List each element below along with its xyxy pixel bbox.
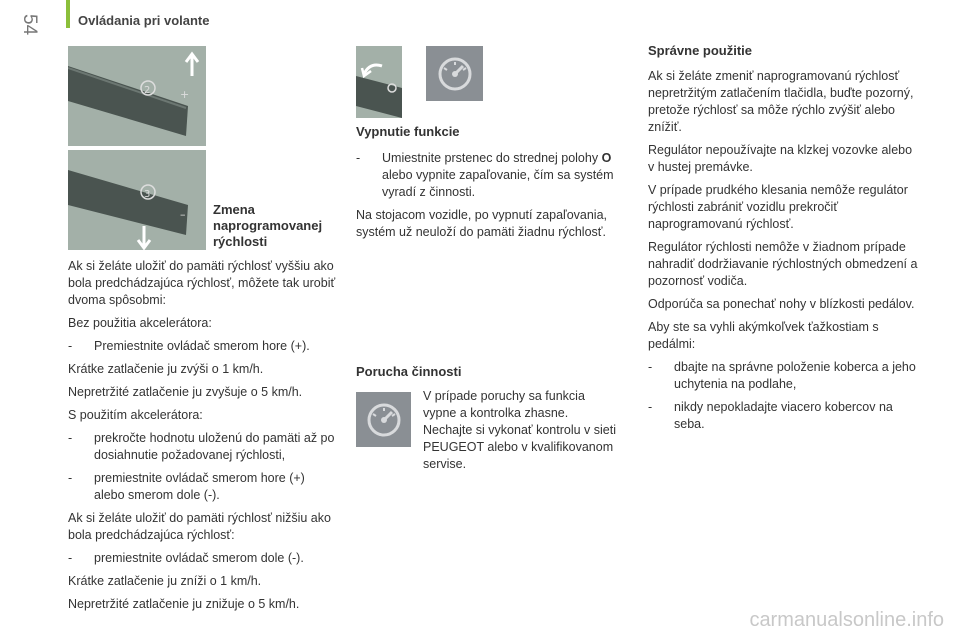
paragraph: Nepretržité zatlačenie ju zvyšuje o 5 km/h.: [68, 385, 303, 399]
list-item-text: Umiestnite prstenec do strednej polohy: [382, 151, 602, 165]
stalk-ring-image: [356, 46, 402, 118]
list-dash: -: [648, 360, 653, 374]
list-item: [648, 359, 918, 393]
watermark: carmanualsonline.info: [749, 609, 944, 631]
list-dash: -: [68, 471, 73, 485]
list-dash: -: [68, 339, 73, 353]
list-item: [68, 338, 338, 355]
list-dash: -: [68, 551, 73, 565]
paragraph: Ak si želáte zmeniť naprogramovanú rýchlosť nepretržitým zatlačením tlačidla, buďte pozorný, pretože rýchlosť sa môže rýchlo zvýšiť alebo znížiť.: [648, 69, 914, 134]
accent-bar: [66, 0, 70, 28]
list-item: [648, 399, 918, 433]
paragraph: Bez použitia akcelerátora:: [68, 316, 212, 330]
stalk-down-image: [68, 150, 206, 250]
list-item: [356, 150, 621, 201]
list-item-text: premiestnite ovládač smerom hore (+) alebo smerom dole (-).: [94, 471, 305, 502]
svg-text:+: +: [180, 88, 190, 101]
list-item: [68, 430, 338, 464]
speed-limiter-warning-icon: [426, 46, 483, 101]
paragraph: Regulátor nepoužívajte na klzkej vozovke alebo v hustej premávke.: [648, 143, 913, 174]
list-item: [68, 470, 338, 504]
paragraph: Krátke zatlačenie ju zvýši o 1 km/h.: [68, 362, 264, 376]
heading-malfunction: Porucha činnosti: [356, 364, 462, 379]
left-column-text: [68, 258, 338, 619]
middle-column-text: [356, 150, 621, 247]
paragraph: Ak si želáte uložiť do pamäti rýchlosť nižšiu ako bola predchádzajúca rýchlosť:: [68, 511, 331, 542]
paragraph: Ak si želáte uložiť do pamäti rýchlosť vyššiu ako bola predchádzajúca rýchlosť, môžete tak urobiť dvoma spôsobmi:: [68, 259, 336, 307]
paragraph: V prípade poruchy sa funkcia vypne a kontrolka zhasne. Nechajte si vykonať kontrolu v sieti PEUGEOT alebo v kvalifikovanom servise.: [423, 389, 616, 471]
paragraph: S použitím akcelerátora:: [68, 408, 203, 422]
paragraph: Krátke zatlačenie ju zníži o 1 km/h.: [68, 574, 262, 588]
heading-correct-use: Správne použitie: [648, 43, 753, 58]
list-dash: -: [356, 151, 361, 165]
list-item-text: dbajte na správne položenie koberca a jeho uchytenia na podlahe,: [674, 360, 916, 391]
paragraph: Regulátor rýchlosti nemôže v žiadnom prípade nahradiť dodržiavanie rýchlostných obmedzení a pozornosť vodiča.: [648, 240, 918, 288]
paragraph: V prípade prudkého klesania nemôže regulátor rýchlosti zabrániť vozidlu prekročiť naprogramovanú rýchlosť.: [648, 183, 908, 231]
list-dash: -: [68, 431, 73, 445]
page-number: 54: [19, 14, 40, 36]
list-item-text: prekročte hodnotu uloženú do pamäti až po dosiahnutie požadovanej rýchlosti,: [94, 431, 335, 462]
malfunction-text: [423, 388, 618, 479]
list-item-text: premiestnite ovládač smerom dole (-).: [94, 551, 304, 565]
speed-control-fault-icon: [356, 392, 411, 447]
list-item-text: alebo vypnite zapaľovanie, čím sa systém vyradí z činnosti.: [382, 168, 614, 199]
paragraph: Aby ste sa vyhli akýmkoľvek ťažkostiam s pedálmi:: [648, 320, 879, 351]
svg-text:3: 3: [144, 189, 151, 200]
ring-position-o: O: [601, 151, 612, 165]
paragraph: Na stojacom vozidle, po vypnutí zapaľovania, systém už neuloží do pamäti žiadnu rýchlosť.: [356, 208, 608, 239]
heading-deactivation: Vypnutie funkcie: [356, 124, 460, 139]
stalk-up-image: [68, 46, 206, 146]
page-header: Ovládania pri volante: [78, 13, 210, 28]
heading-change-speed: Zmena naprogramovanej rýchlosti: [213, 202, 323, 249]
right-column-text: [648, 68, 918, 439]
list-item-text: nikdy nepokladajte viacero kobercov na seba.: [674, 400, 893, 431]
list-item: [68, 550, 338, 567]
list-item-text: Premiestnite ovládač smerom hore (+).: [94, 339, 310, 353]
svg-text:–: –: [180, 208, 186, 221]
list-dash: -: [648, 400, 653, 414]
paragraph: Odporúča sa ponechať nohy v blízkosti pedálov.: [648, 297, 915, 311]
paragraph: Nepretržité zatlačenie ju znižuje o 5 km/h.: [68, 597, 300, 611]
svg-text:2: 2: [144, 85, 151, 96]
